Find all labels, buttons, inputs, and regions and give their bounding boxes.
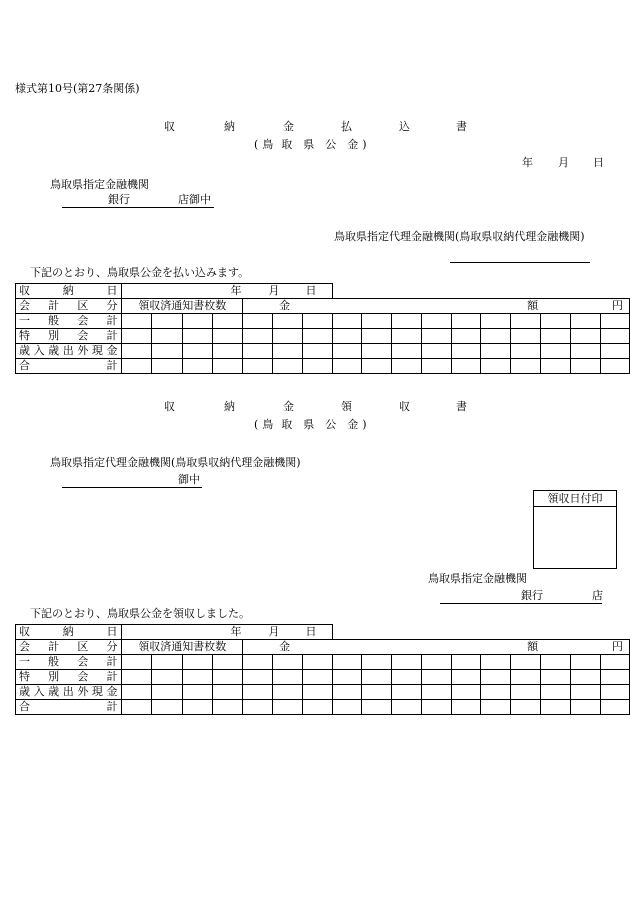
entry-cell[interactable] [243,655,273,670]
entry-cell[interactable] [243,359,273,374]
entry-cell[interactable] [152,329,182,344]
label-char: 計 [106,700,118,713]
entry-cell[interactable] [212,700,242,715]
entry-cell[interactable] [272,329,302,344]
entry-cell[interactable] [511,359,541,374]
issuer-bank-line [440,603,602,604]
entry-cell[interactable] [481,359,511,374]
entry-cell[interactable] [122,344,152,359]
entry-cell[interactable] [540,670,570,685]
blank-area [332,625,630,640]
table-row [16,314,630,329]
label-char: 日 [106,284,118,297]
entry-cell[interactable] [421,700,451,715]
addressee-org: 鳥取県指定金融機関 [50,178,149,191]
entry-cell[interactable] [332,700,362,715]
entry-cell[interactable] [302,700,332,715]
entry-cell[interactable] [570,655,600,670]
label-char: 般 [48,655,60,668]
entry-cell[interactable] [600,700,629,715]
entry-cell[interactable] [182,685,212,700]
amount-label2: 額 [527,640,539,653]
entry-cell[interactable] [362,655,392,670]
date-year-label: 年 [522,156,533,169]
entry-cell[interactable] [122,329,152,344]
entry-cell[interactable] [570,685,600,700]
title-char: 込 [399,120,410,133]
entry-cell[interactable] [182,670,212,685]
entry-cell[interactable] [182,655,212,670]
subtitle-char: 鳥 [262,418,274,431]
label-char: 出 [62,685,74,698]
subtitle-char: 取 [281,138,293,151]
label-char: 金 [106,344,118,357]
entry-cell[interactable] [182,700,212,715]
entry-cell[interactable] [540,359,570,374]
title-char: 収 [164,400,175,413]
entry-cell[interactable] [122,314,152,329]
receipt-date-value [122,284,332,299]
label-char: 会 [77,314,89,327]
label-char: 金 [106,685,118,698]
issuer-org: 鳥取県指定金融機関 [428,572,527,585]
label-char: 歳 [48,685,60,698]
entry-cell[interactable] [421,314,451,329]
entry-cell[interactable] [332,314,362,329]
statement-receipt: 下記のとおり、鳥取県公金を領収しました。 [30,607,250,620]
entry-cell[interactable] [332,359,362,374]
title-char: 収 [164,120,175,133]
label-char: 収 [19,625,30,638]
entry-cell[interactable] [600,314,629,329]
table-row [16,344,630,359]
receipt-date-label [16,284,122,299]
label-char: 会 [19,299,30,312]
label-char: 出 [62,344,74,357]
entry-cell[interactable] [540,314,570,329]
subtitle-char: 県 [303,418,315,431]
stamp-label: 領収日付印 [534,491,616,507]
addressee-org: 鳥取県指定代理金融機関(鳥取県収納代理金融機関) [50,456,301,469]
label-char: 入 [33,344,45,357]
header-row [16,640,630,655]
account-label [16,314,122,329]
entry-cell[interactable] [511,314,541,329]
entry-cell[interactable] [540,685,570,700]
entry-cell[interactable] [243,314,273,329]
receipt-date-row [16,284,630,299]
table-row [16,359,630,374]
addressee-suffix: 御中 [178,473,200,486]
label-char: 会 [77,329,89,342]
entry-cell[interactable] [392,344,422,359]
entry-cell[interactable] [182,314,212,329]
label-char: 計 [48,299,60,312]
date-year-label: 年 [230,284,242,297]
entry-cell[interactable] [362,670,392,685]
entry-cell[interactable] [243,685,273,700]
blank-area [332,284,630,299]
entry-cell[interactable] [302,329,332,344]
receipt-stamp-box [533,490,617,569]
count-header: 領収済通知書枚数 [122,299,243,314]
entry-cell[interactable] [332,344,362,359]
entry-cell[interactable] [540,700,570,715]
label-char: 現 [91,344,103,357]
entry-cell[interactable] [212,670,242,685]
entry-cell[interactable] [451,700,481,715]
entry-cell[interactable] [152,670,182,685]
agent-org: 鳥取県指定代理金融機関(鳥取県収納代理金融機関) [334,230,585,243]
label-char: 一 [19,314,30,327]
title-char: 収 [399,400,410,413]
label-char: 特 [19,670,30,683]
entry-cell[interactable] [481,344,511,359]
entry-cell[interactable] [332,329,362,344]
subtitle-char: 県 [303,138,315,151]
entry-cell[interactable] [152,314,182,329]
entry-cell[interactable] [570,344,600,359]
account-label [16,700,122,715]
entry-cell[interactable] [421,685,451,700]
entry-cell[interactable] [212,314,242,329]
entry-cell[interactable] [272,344,302,359]
entry-cell[interactable] [302,344,332,359]
title-char: 金 [283,400,294,413]
entry-cell[interactable] [152,685,182,700]
title-char: 払 [341,120,352,133]
entry-cell[interactable] [481,329,511,344]
subtitle-char: 金 [347,138,359,151]
label-char: 般 [48,314,60,327]
entry-cell[interactable] [182,344,212,359]
branch-label: 店 [592,589,603,602]
label-char: 日 [106,625,118,638]
label-char: 納 [62,625,74,638]
date-day-label: 日 [305,284,317,297]
subtitle-char: 取 [281,418,293,431]
branch-suffix: 店御中 [178,193,211,206]
entry-cell[interactable] [362,685,392,700]
entry-cell[interactable] [362,700,392,715]
entry-cell[interactable] [570,700,600,715]
label-char: 入 [33,685,45,698]
subtitle-char: 金 [347,418,359,431]
entry-cell[interactable] [600,655,629,670]
entry-cell[interactable] [392,670,422,685]
label-char: 会 [19,640,30,653]
entry-cell[interactable] [600,329,629,344]
account-label [16,670,122,685]
bank-label: 銀行 [108,193,130,206]
receipt-date-label [16,625,122,640]
entry-cell[interactable] [421,670,451,685]
label-char: 外 [77,344,89,357]
entry-cell[interactable] [570,314,600,329]
entry-cell[interactable] [511,655,541,670]
entry-cell[interactable] [122,359,152,374]
entry-cell[interactable] [182,329,212,344]
entry-cell[interactable] [243,670,273,685]
entry-cell[interactable] [122,700,152,715]
entry-cell[interactable] [511,685,541,700]
table-row [16,329,630,344]
entry-cell[interactable] [212,685,242,700]
label-char: 歳 [19,344,30,357]
entry-cell[interactable] [152,344,182,359]
entry-cell[interactable] [332,670,362,685]
date-year-label: 年 [230,625,242,638]
label-char: 一 [19,655,30,668]
label-char: 区 [77,640,89,653]
entry-cell[interactable] [451,670,481,685]
entry-cell[interactable] [332,685,362,700]
receipt-table [15,624,630,715]
label-char: 歳 [19,685,30,698]
title-char: 書 [456,400,467,413]
account-label [16,655,122,670]
table-row [16,700,630,715]
bank-label: 銀行 [521,589,543,602]
agent-signature-line [450,262,590,263]
label-char: 別 [48,329,60,342]
entry-cell[interactable] [272,685,302,700]
entry-cell[interactable] [421,344,451,359]
amount-header [243,640,630,655]
entry-cell[interactable] [600,359,629,374]
entry-cell[interactable] [392,655,422,670]
entry-cell[interactable] [122,670,152,685]
entry-cell[interactable] [302,314,332,329]
entry-cell[interactable] [540,655,570,670]
entry-cell[interactable] [600,685,629,700]
label-char: 別 [48,670,60,683]
payment-table [15,283,630,374]
entry-cell[interactable] [392,314,422,329]
entry-cell[interactable] [212,655,242,670]
table-row [16,685,630,700]
label-char: 分 [106,299,118,312]
entry-cell[interactable] [212,359,242,374]
entry-cell[interactable] [451,359,481,374]
entry-cell[interactable] [392,700,422,715]
entry-cell[interactable] [481,314,511,329]
agent-name-line [62,487,202,488]
title-char: 領 [341,400,352,413]
entry-cell[interactable] [421,655,451,670]
entry-cell[interactable] [152,359,182,374]
label-char: 特 [19,329,30,342]
amount-label: 金 [279,640,291,653]
subtitle-char: 公 [325,418,337,431]
entry-cell[interactable] [392,329,422,344]
entry-cell[interactable] [243,700,273,715]
account-label [16,359,122,374]
date-month-label: 月 [268,284,280,297]
label-char: 納 [62,284,74,297]
label-char: 会 [77,670,89,683]
entry-cell[interactable] [272,700,302,715]
label-char: 収 [19,284,30,297]
receipt-date-row [16,625,630,640]
label-char: 外 [77,685,89,698]
account-label [16,685,122,700]
entry-cell[interactable] [302,670,332,685]
entry-cell[interactable] [362,344,392,359]
title-char: 金 [283,120,294,133]
date-day-label: 日 [593,156,604,169]
entry-cell[interactable] [511,344,541,359]
entry-cell[interactable] [212,329,242,344]
entry-cell[interactable] [182,359,212,374]
date-day-label: 日 [305,625,317,638]
amount-label2: 額 [527,299,539,312]
subtitle-receipt: ( 鳥 取 県 公 金 ) [254,418,367,431]
entry-cell[interactable] [421,359,451,374]
entry-cell[interactable] [332,655,362,670]
label-char: 区 [77,299,89,312]
entry-cell[interactable] [362,314,392,329]
label-char: 計 [106,655,118,668]
account-label [16,329,122,344]
entry-cell[interactable] [451,314,481,329]
amount-label: 金 [279,299,291,312]
entry-cell[interactable] [600,670,629,685]
entry-cell[interactable] [570,329,600,344]
entry-cell[interactable] [511,670,541,685]
account-header [16,640,122,655]
label-char: 分 [106,640,118,653]
label-char: 現 [91,685,103,698]
entry-cell[interactable] [122,685,152,700]
subtitle-payment: ( 鳥 取 県 公 金 ) [254,138,367,151]
account-label [16,344,122,359]
entry-cell[interactable] [362,329,392,344]
subtitle-char: 公 [325,138,337,151]
entry-cell[interactable] [421,329,451,344]
entry-cell[interactable] [272,670,302,685]
entry-cell[interactable] [451,344,481,359]
form-number: 様式第10号(第27条関係) [15,82,140,95]
entry-cell[interactable] [212,344,242,359]
label-char: 歳 [48,344,60,357]
entry-cell[interactable] [302,655,332,670]
entry-cell[interactable] [451,685,481,700]
date-month-label: 月 [558,156,569,169]
entry-cell[interactable] [272,655,302,670]
entry-cell[interactable] [481,685,511,700]
title-char: 納 [224,400,235,413]
entry-cell[interactable] [243,329,273,344]
statement-payment: 下記のとおり、鳥取県公金を払い込みます。 [30,266,250,279]
count-header: 領収済通知書枚数 [122,640,243,655]
label-char: 計 [106,359,118,372]
label-char: 会 [77,655,89,668]
title-char: 書 [456,120,467,133]
table-row [16,655,630,670]
entry-cell[interactable] [152,655,182,670]
entry-cell[interactable] [600,344,629,359]
entry-cell[interactable] [540,329,570,344]
label-char: 計 [106,329,118,342]
table-row [16,670,630,685]
entry-cell[interactable] [540,344,570,359]
entry-cell[interactable] [511,700,541,715]
entry-cell[interactable] [570,670,600,685]
label-char: 計 [106,670,118,683]
label-char: 合 [19,700,30,713]
title-char: 納 [224,120,235,133]
entry-cell[interactable] [392,685,422,700]
subtitle-char: 鳥 [262,138,274,151]
entry-cell[interactable] [243,344,273,359]
header-row [16,299,630,314]
entry-cell[interactable] [481,670,511,685]
entry-cell[interactable] [302,685,332,700]
entry-cell[interactable] [481,700,511,715]
receipt-date-value [122,625,332,640]
entry-cell[interactable] [481,655,511,670]
entry-cell[interactable] [272,314,302,329]
label-char: 合 [19,359,30,372]
label-char: 計 [48,640,60,653]
entry-cell[interactable] [362,359,392,374]
entry-cell[interactable] [122,655,152,670]
entry-cell[interactable] [570,359,600,374]
entry-cell[interactable] [451,329,481,344]
entry-cell[interactable] [511,329,541,344]
entry-cell[interactable] [272,359,302,374]
yen-label: 円 [612,640,623,653]
bank-name-line [62,207,214,208]
date-month-label: 月 [268,625,280,638]
account-header [16,299,122,314]
entry-cell[interactable] [451,655,481,670]
entry-cell[interactable] [152,700,182,715]
yen-label: 円 [612,299,623,312]
amount-header [243,299,630,314]
entry-cell[interactable] [392,359,422,374]
label-char: 計 [106,314,118,327]
entry-cell[interactable] [302,359,332,374]
